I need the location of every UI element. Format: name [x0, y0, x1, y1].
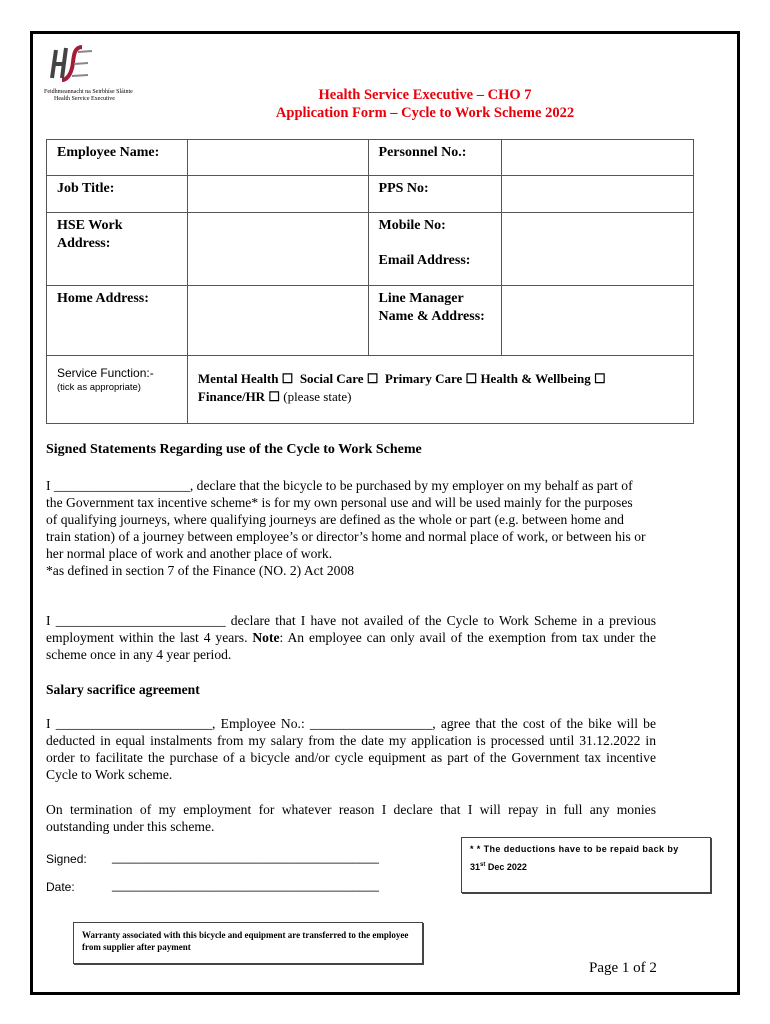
label-service-function: Service Function:- — [57, 366, 154, 380]
hse-work-address-field[interactable] — [187, 213, 368, 286]
home-address-field[interactable] — [187, 286, 368, 356]
salary-sacrifice-statement: I _______________________, Employee No.: __________________, agree that the cost of the bike will be deducted in equal instalments from my salary from the date my application is processed until 31.12.2022 in order to facilitate the purchase of a bicycle and/or cycle equipment as part of the Government tax incentive Cycle to Work scheme. — [46, 716, 656, 782]
warranty-text: Warranty associated with this bicycle and equipment are transferred to the employee from supplier after payment — [82, 930, 409, 952]
tick-note: (tick as appropriate) — [57, 382, 141, 393]
page-number: Page 1 of 2 — [589, 960, 657, 976]
label-line-manager: Line Manager Name & Address: — [368, 286, 502, 356]
label-hse-work-address: HSE Work Address: — [47, 213, 188, 286]
statement-personal-use: I ____________________, declare that the bicycle to be purchased by my employer on my behalf as part of the Government tax incentive scheme* is for my own personal use and will be used mainly for the purposes of qualifying journeys, where qualifying journeys are defined as the whole or part (e.g. between home and train station) of a journey between employee’s or director’s home and normal place of work, or between his or her normal place of work and another place of work. — [46, 478, 646, 561]
mobile-email-field[interactable] — [502, 213, 694, 286]
application-details-table — [46, 139, 694, 424]
personnel-no-field[interactable] — [502, 140, 694, 176]
hse-logo-icon — [44, 44, 104, 84]
option-primary-care[interactable]: Primary Care ☐ — [384, 371, 478, 386]
logo-line-english: Health Service Executive — [54, 96, 115, 102]
job-title-field[interactable] — [187, 176, 368, 213]
form-title-line2: Application Form – Cycle to Work Scheme 2022 — [275, 105, 575, 121]
date-line[interactable]: ________________________________________ — [112, 878, 379, 892]
finance-act-footnote: *as defined in section 7 of the Finance (NO. 2) Act 2008 — [46, 563, 355, 578]
label-pps-no: PPS No: — [368, 176, 502, 213]
please-state-note: (please state) — [283, 389, 352, 404]
deductions-note-box — [461, 837, 711, 893]
option-health-wellbeing[interactable]: Health & Wellbeing ☐ — [480, 371, 606, 386]
termination-statement: On termination of my employment for whatever reason I declare that I will repay in full any monies outstanding under this scheme. — [46, 802, 656, 834]
form-title-line1: Health Service Executive – CHO 7 — [318, 87, 532, 103]
date-label: Date: — [46, 880, 75, 894]
signed-label: Signed: — [46, 852, 87, 866]
deductions-note-text: * * The deductions have to be repaid back by — [470, 844, 679, 854]
statement-not-availed: I _________________________ declare that I have not availed of the Cycle to Work Scheme in a previous employment within the last 4 years. Note: An employee can only avail of the exemption from tax under the scheme once in any 4 year period. — [46, 613, 656, 662]
label-mobile-no: Mobile No: — [378, 218, 446, 233]
statements-heading: Signed Statements Regarding use of the Cycle to Work Scheme — [46, 442, 422, 457]
line-manager-field[interactable] — [502, 286, 694, 356]
label-personnel-no: Personnel No.: — [368, 140, 502, 176]
signature-line[interactable]: ________________________________________ — [112, 850, 379, 864]
option-social-care[interactable]: Social Care ☐ — [299, 371, 379, 386]
deductions-note-date: 31st Dec 2022 — [470, 862, 527, 872]
label-employee-name: Employee Name: — [47, 140, 188, 176]
option-finance-hr[interactable]: Finance/HR ☐ — [197, 389, 280, 404]
label-home-address: Home Address: — [47, 286, 188, 356]
label-job-title: Job Title: — [47, 176, 188, 213]
warranty-box — [73, 922, 423, 964]
employee-name-field[interactable] — [187, 140, 368, 176]
logo-line-irish: Feidhmeannacht na Seirbhíse Sláinte — [44, 89, 133, 95]
pps-no-field[interactable] — [502, 176, 694, 213]
salary-sacrifice-heading: Salary sacrifice agreement — [46, 682, 200, 697]
option-mental-health[interactable]: Mental Health ☐ — [197, 371, 294, 386]
label-email-address: Email Address: — [378, 253, 471, 268]
